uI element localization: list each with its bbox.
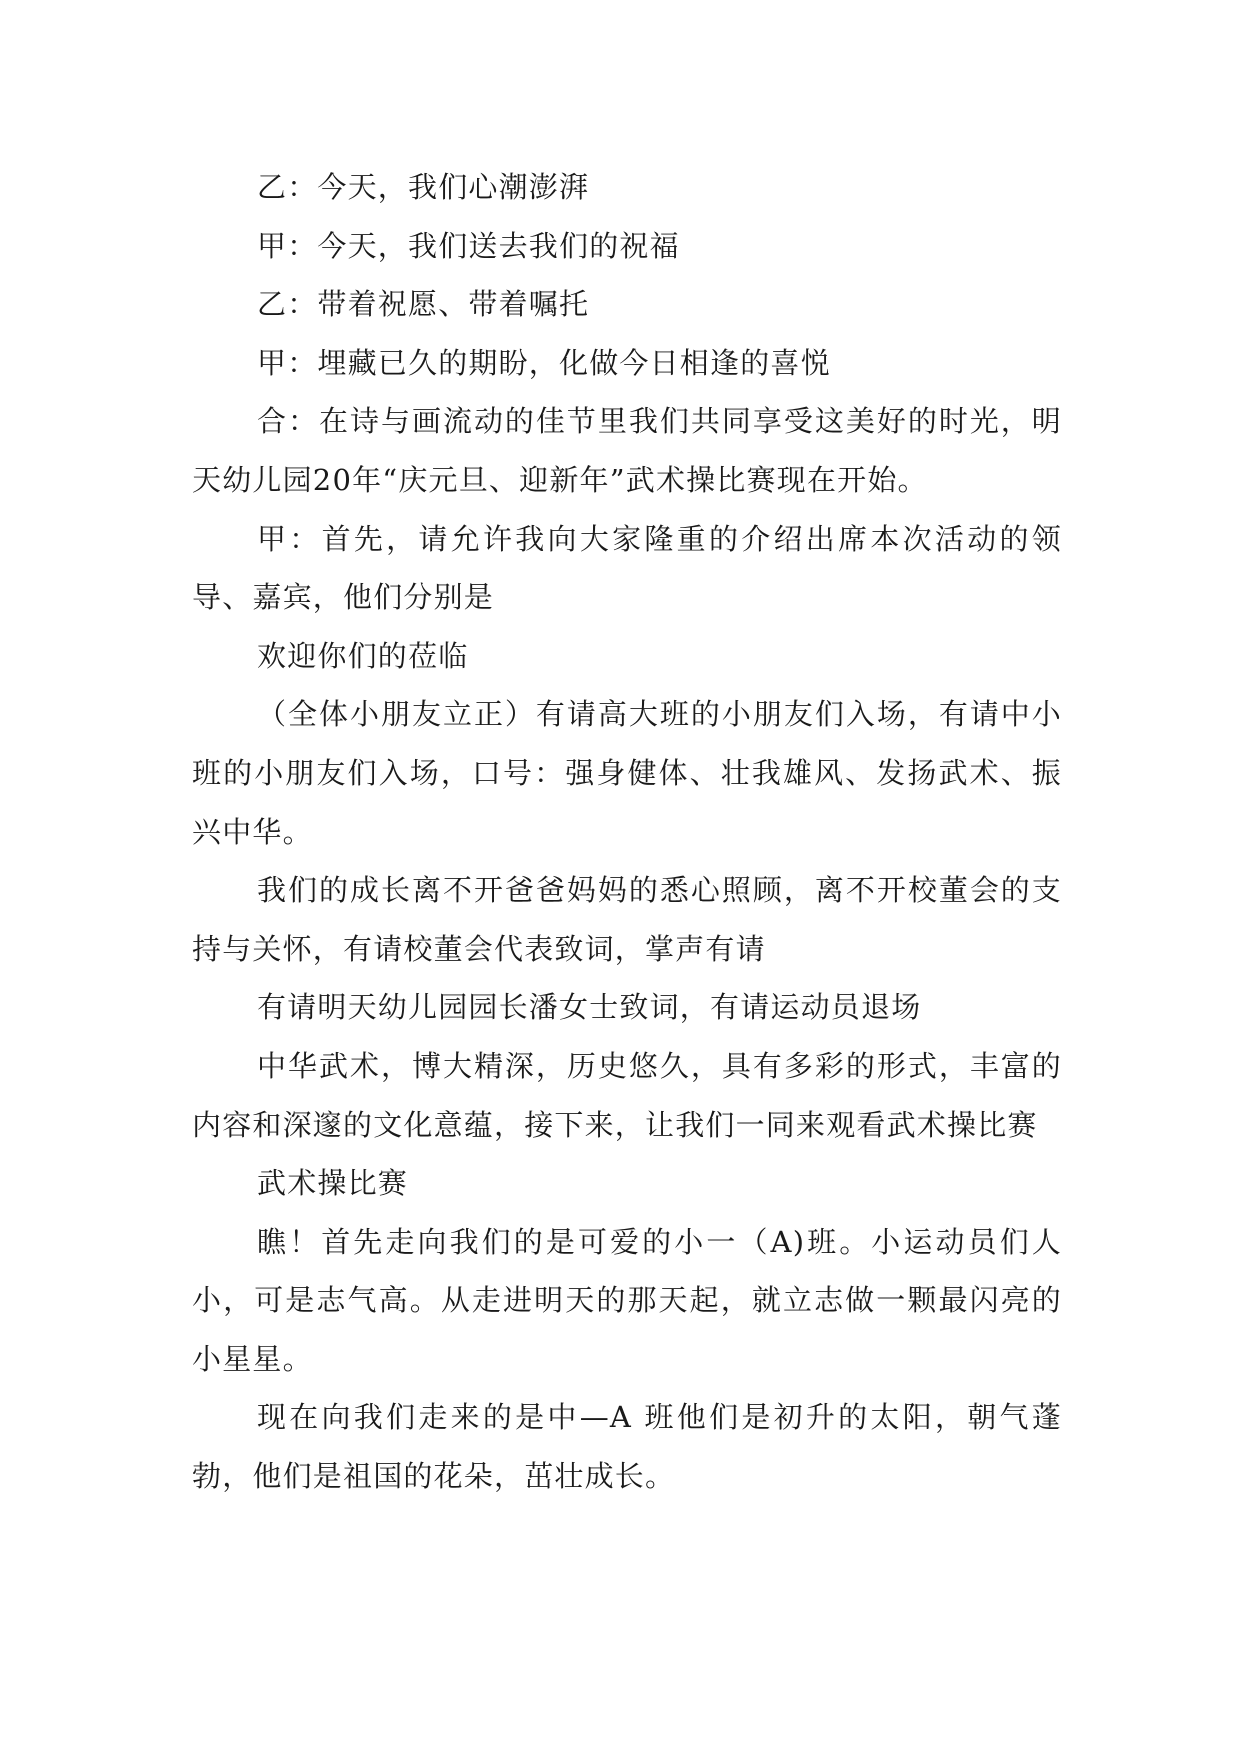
paragraph: 有请明天幼儿园园长潘女士致词，有请运动员退场: [257, 990, 922, 1025]
paragraph: 甲：首先，请允许我向大家隆重的介绍出席本次活动的领导、嘉宾，他们分别是: [192, 521, 1062, 615]
document-body: [192, 158, 1062, 1506]
paragraph: 欢迎你们的莅临: [257, 638, 469, 673]
paragraph: 乙：今天，我们心潮澎湃: [257, 170, 590, 204]
paragraph: 乙：带着祝愿、带着嘱托: [257, 287, 590, 322]
paragraph: 现在向我们走来的是中—A 班他们是初升的太阳，朝气蓬勃，他们是祖国的花朵，茁壮成长。: [192, 1400, 1062, 1494]
paragraph: 甲：埋藏已久的期盼，化做今日相逢的喜悦: [257, 345, 831, 380]
paragraph: 合：在诗与画流动的佳节里我们共同享受这美好的时光，明天幼儿园20年“庆元旦、迎新年”武术操比赛现在开始。: [192, 404, 1062, 497]
paragraph: 中华武术，博大精深，历史悠久，具有多彩的形式，丰富的内容和深邃的文化意蕴，接下来，让我们一同来观看武术操比赛: [192, 1048, 1062, 1142]
paragraph: 甲：今天，我们送去我们的祝福: [257, 228, 680, 263]
paragraph: 瞧！首先走向我们的是可爱的小一（A)班。小运动员们人小，可是志气高。从走进明天的那天起，就立志做一颗最闪亮的小星星。: [192, 1224, 1062, 1376]
paragraph: 我们的成长离不开爸爸妈妈的悉心照顾，离不开校董会的支持与关怀，有请校董会代表致词，掌声有请: [192, 873, 1062, 966]
paragraph: 武术操比赛: [257, 1166, 409, 1201]
paragraph: （全体小朋友立正）有请高大班的小朋友们入场，有请中小班的小朋友们入场，口号：强身健体、壮我雄风、发扬武术、振兴中华。: [192, 697, 1062, 849]
